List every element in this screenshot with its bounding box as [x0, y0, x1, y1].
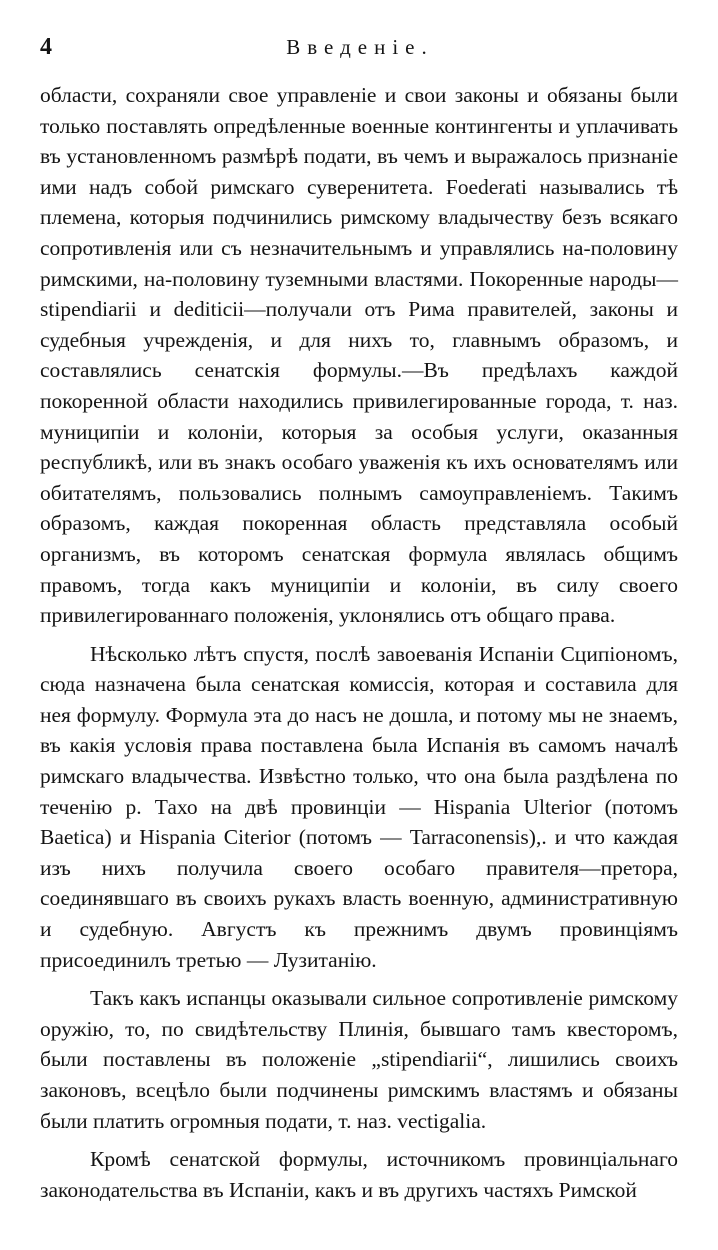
paragraph: Такъ какъ испанцы оказывали сильное сопротивленіе римскому оружію, то, по свидѣтельству Плинія, бывшаго тамъ квесторомъ, были поставлены въ положеніе „stipendiarii“, лишились своихъ законовъ, всецѣло были подчинены римскимъ властямъ и обязаны были платить огромныя подати, т. наз. vectigalia. [40, 986, 678, 1133]
page-number: 4 [40, 34, 52, 60]
paragraph: Нѣсколько лѣтъ спустя, послѣ завоеванія Испаніи Сципіономъ, сюда назначена была сенатская комиссія, которая и составила для нея формулу. Формула эта до насъ не дошла, и потому мы не знаемъ, въ какія условія права поставлена была Испанія въ самомъ началѣ римскаго владычества. Извѣстно только, что она была раздѣлена по теченію р. Тахо на двѣ провинціи — Hispania Ulterior (потомъ Baetica) и Hispania Citerior (потомъ — Tarraconensis),. и что каждая изъ нихъ получила своего особаго правителя—претора, соединявшаго въ своихъ рукахъ власть военную, административную и судебную. Августъ къ прежнимъ двумъ провинціямъ присоединилъ третью — Лузитанію. [40, 641, 678, 972]
paragraph-continuation: области, сохраняли свое управленіе и свои законы и обязаны были только поставлять опредѣленные военные контингенты и уплачивать въ установленномъ размѣрѣ подати, въ чемъ и выражалось признаніе ими надъ собой римскаго суверенитета. Foederati назывались тѣ племена, которыя подчинились римскому владычеству безъ всякаго сопротивленія или съ незначительнымъ и управлялись на-половину римскими, на-половину туземными властями. Покоренные народы— stipendiarii и dediticii—получали отъ Рима правителей, законы и судебныя учрежденія, и для нихъ то, главнымъ образомъ, и составлялись сенатскія формулы.—Въ предѣлахъ каждой покоренной области находились привилегированные города, т. наз. муниципіи и колоніи, которыя за особыя услуги, оказанныя республикѣ, или въ знакъ особаго уваженія къ ихъ основателямъ или обитателямъ, пользовались полнымъ самоуправленіемъ. Такимъ образомъ, каждая покоренная область представляла особый организмъ, въ которомъ сенатская формула являлась общимъ правомъ, тогда какъ муниципіи и колоніи, въ силу своего привилегированнаго положенія, уклонялись отъ общаго права. [40, 83, 678, 628]
body-text [40, 80, 678, 1205]
running-title: Введеніе. [286, 35, 434, 59]
page-header [40, 30, 680, 64]
paragraph: Кромѣ сенатской формулы, источникомъ провинціальнаго законодательства въ Испаніи, какъ и въ другихъ частяхъ Римской [40, 1147, 678, 1202]
